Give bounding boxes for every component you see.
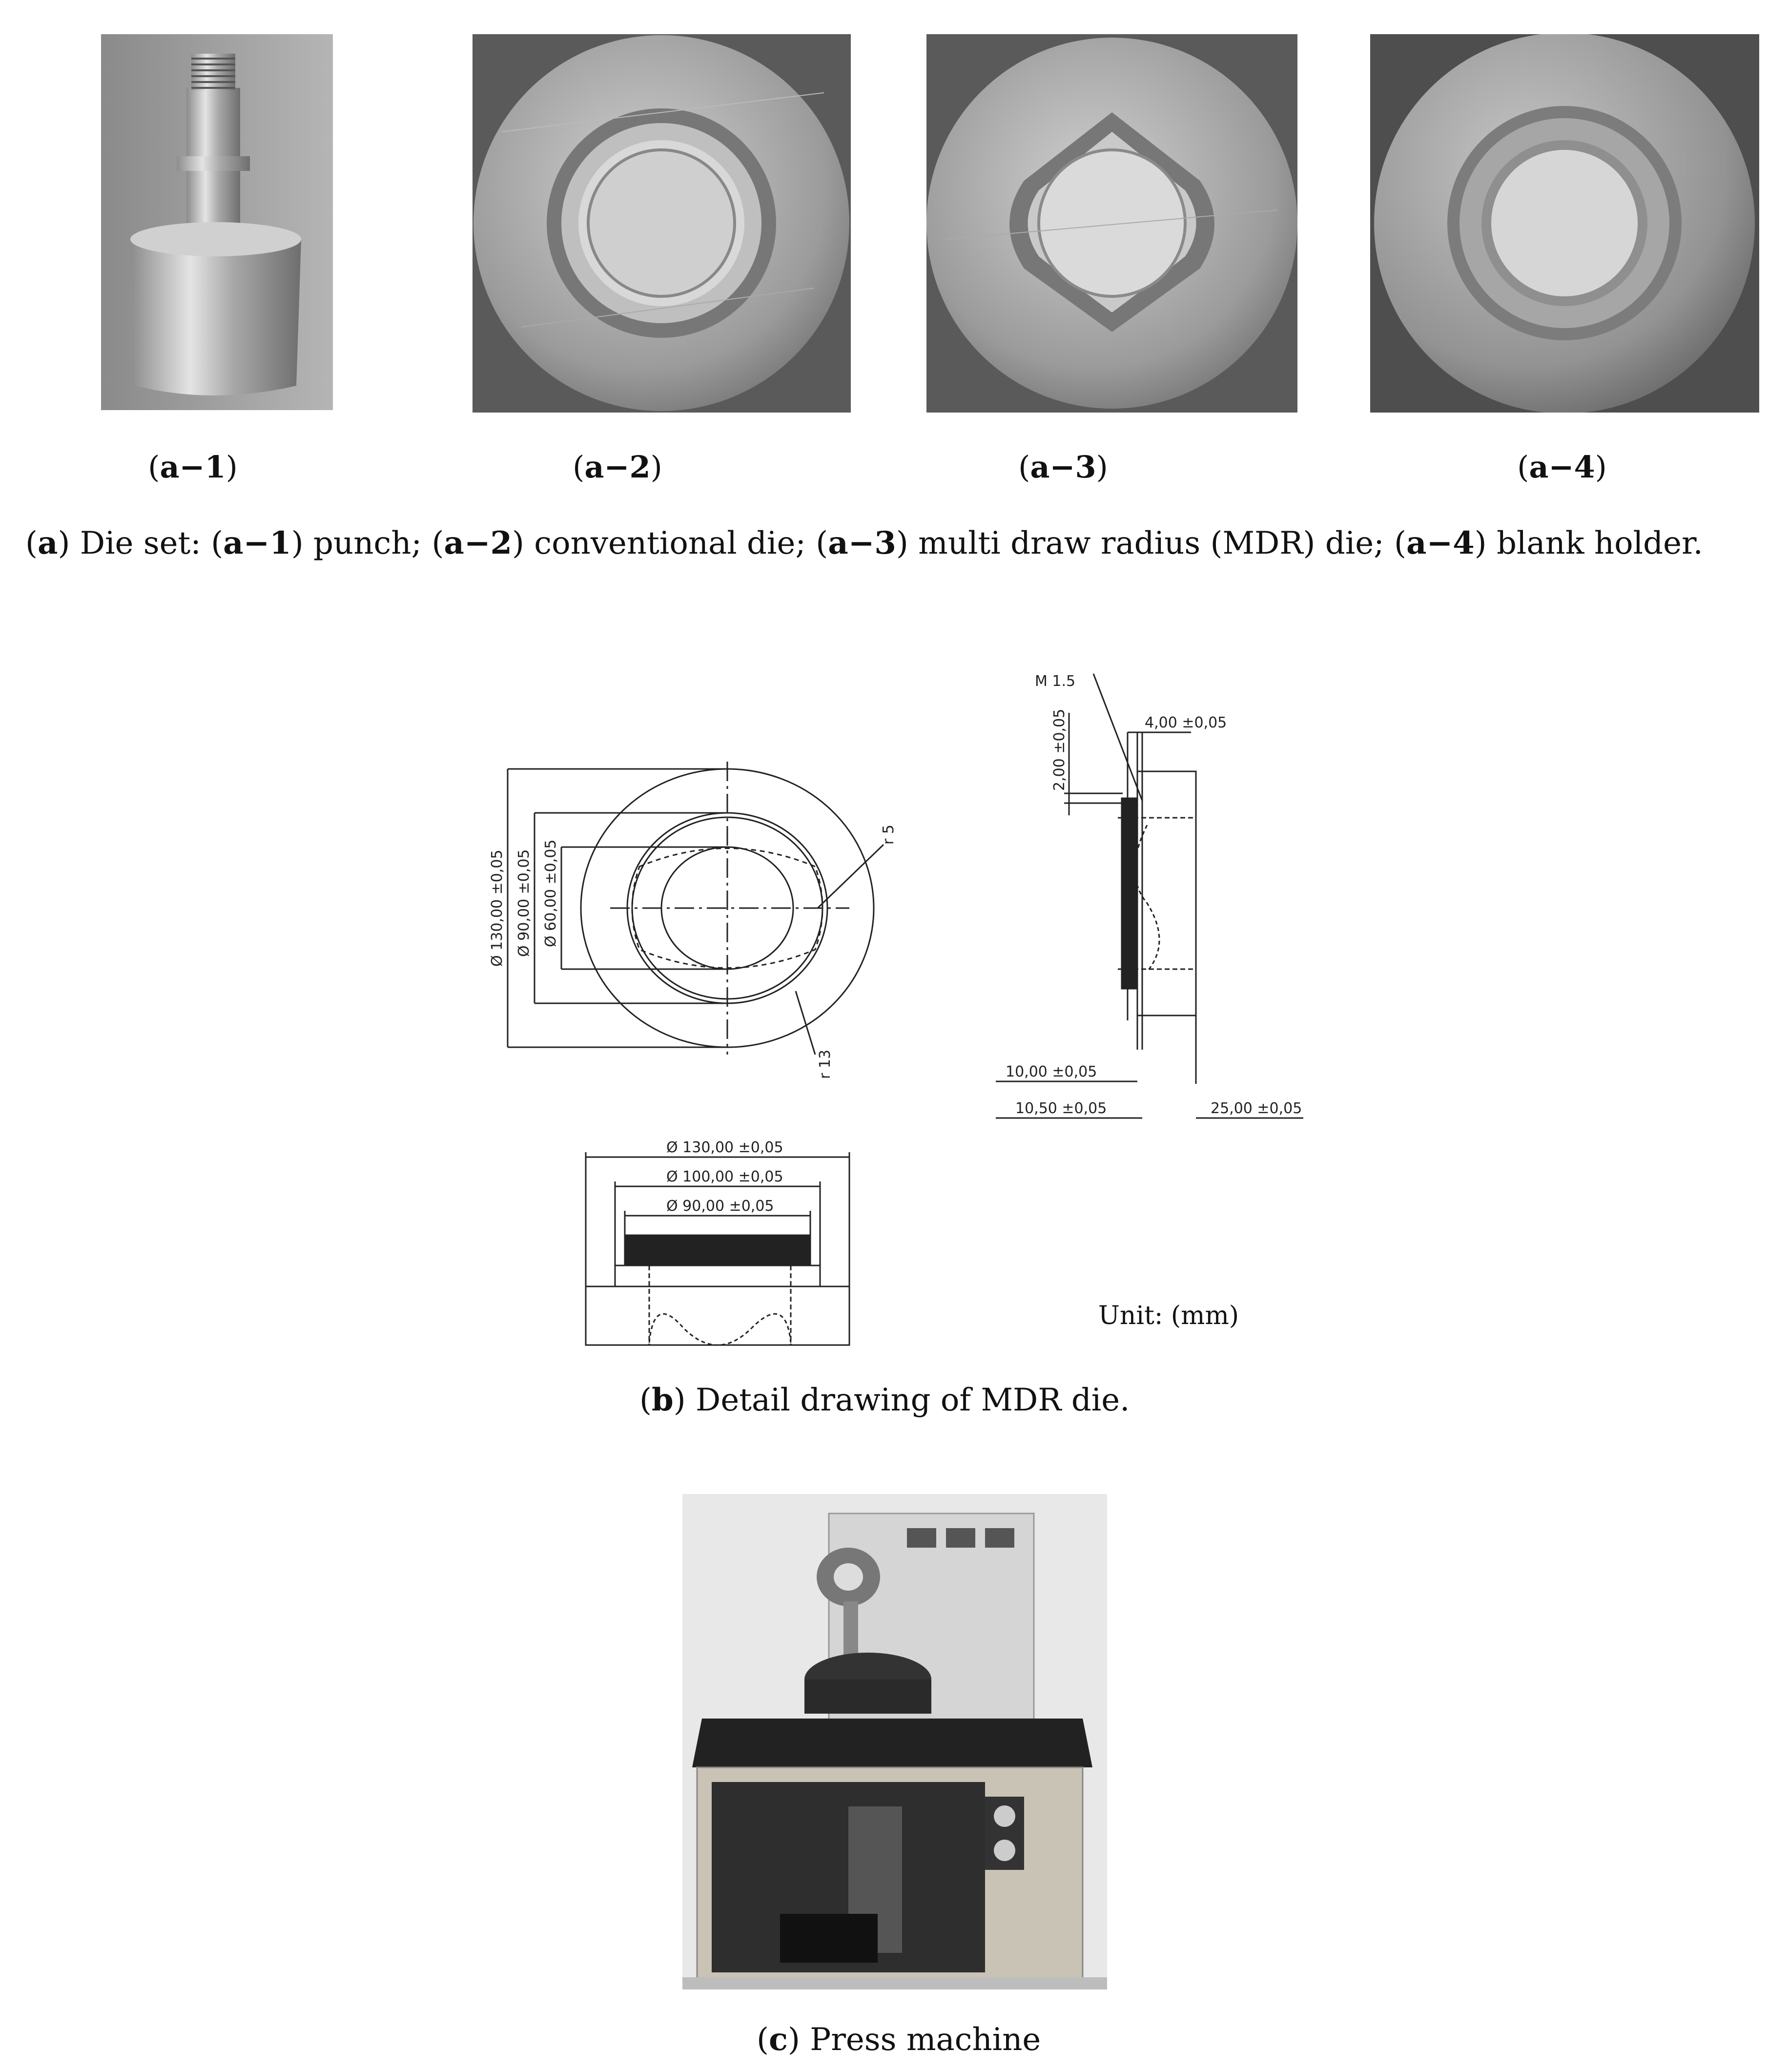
- label-a3: (a−3): [1018, 449, 1108, 485]
- dim-r13: r 13: [817, 1049, 834, 1079]
- dim-d100-front: Ø 100,00 ±0,05: [666, 1168, 783, 1185]
- dim-h200: 2,00 ±0,05: [1051, 708, 1068, 791]
- dim-w2500: 25,00 ±0,05: [1211, 1100, 1302, 1117]
- label-a1: (a−1): [148, 449, 238, 485]
- front-view-drawing: [581, 1133, 859, 1347]
- dim-w1050: 10,50 ±0,05: [1015, 1100, 1107, 1117]
- dim-d90-front: Ø 90,00 ±0,05: [666, 1198, 774, 1215]
- top-view-drawing: [478, 762, 937, 1094]
- dim-d130-front: Ø 130,00 ±0,05: [666, 1139, 783, 1156]
- mdr-die-photo: [926, 34, 1297, 413]
- caption-c: (c) Press machine: [757, 2021, 1041, 2058]
- press-machine-photo: [682, 1494, 1107, 1989]
- label-a4: (a−4): [1517, 449, 1607, 485]
- caption-a: (a) Die set: (a−1) punch; (a−2) conventional die; (a−3) multi draw radius (MDR) die; (a−4) blank holder.: [25, 525, 1703, 561]
- dim-d130-top: Ø 130,00 ±0,05: [489, 850, 506, 967]
- label-a2: (a−2): [573, 449, 662, 485]
- dim-r5: r 5: [880, 825, 897, 845]
- dim-d90-top: Ø 90,00 ±0,05: [515, 849, 533, 957]
- side-view-drawing: [996, 669, 1318, 1147]
- dim-w400: 4,00 ±0,05: [1145, 714, 1227, 731]
- unit-label: Unit: (mm): [1098, 1301, 1239, 1330]
- punch-photo: [101, 34, 333, 410]
- dim-d60-top: Ø 60,00 ±0,05: [542, 839, 559, 947]
- dim-w1000: 10,00 ±0,05: [1006, 1063, 1097, 1080]
- caption-b: (b) Detail drawing of MDR die.: [639, 1382, 1130, 1418]
- dim-m15: M 1.5: [1035, 673, 1076, 690]
- blank-holder-photo: [1370, 34, 1759, 413]
- conventional-die-photo: [473, 34, 851, 413]
